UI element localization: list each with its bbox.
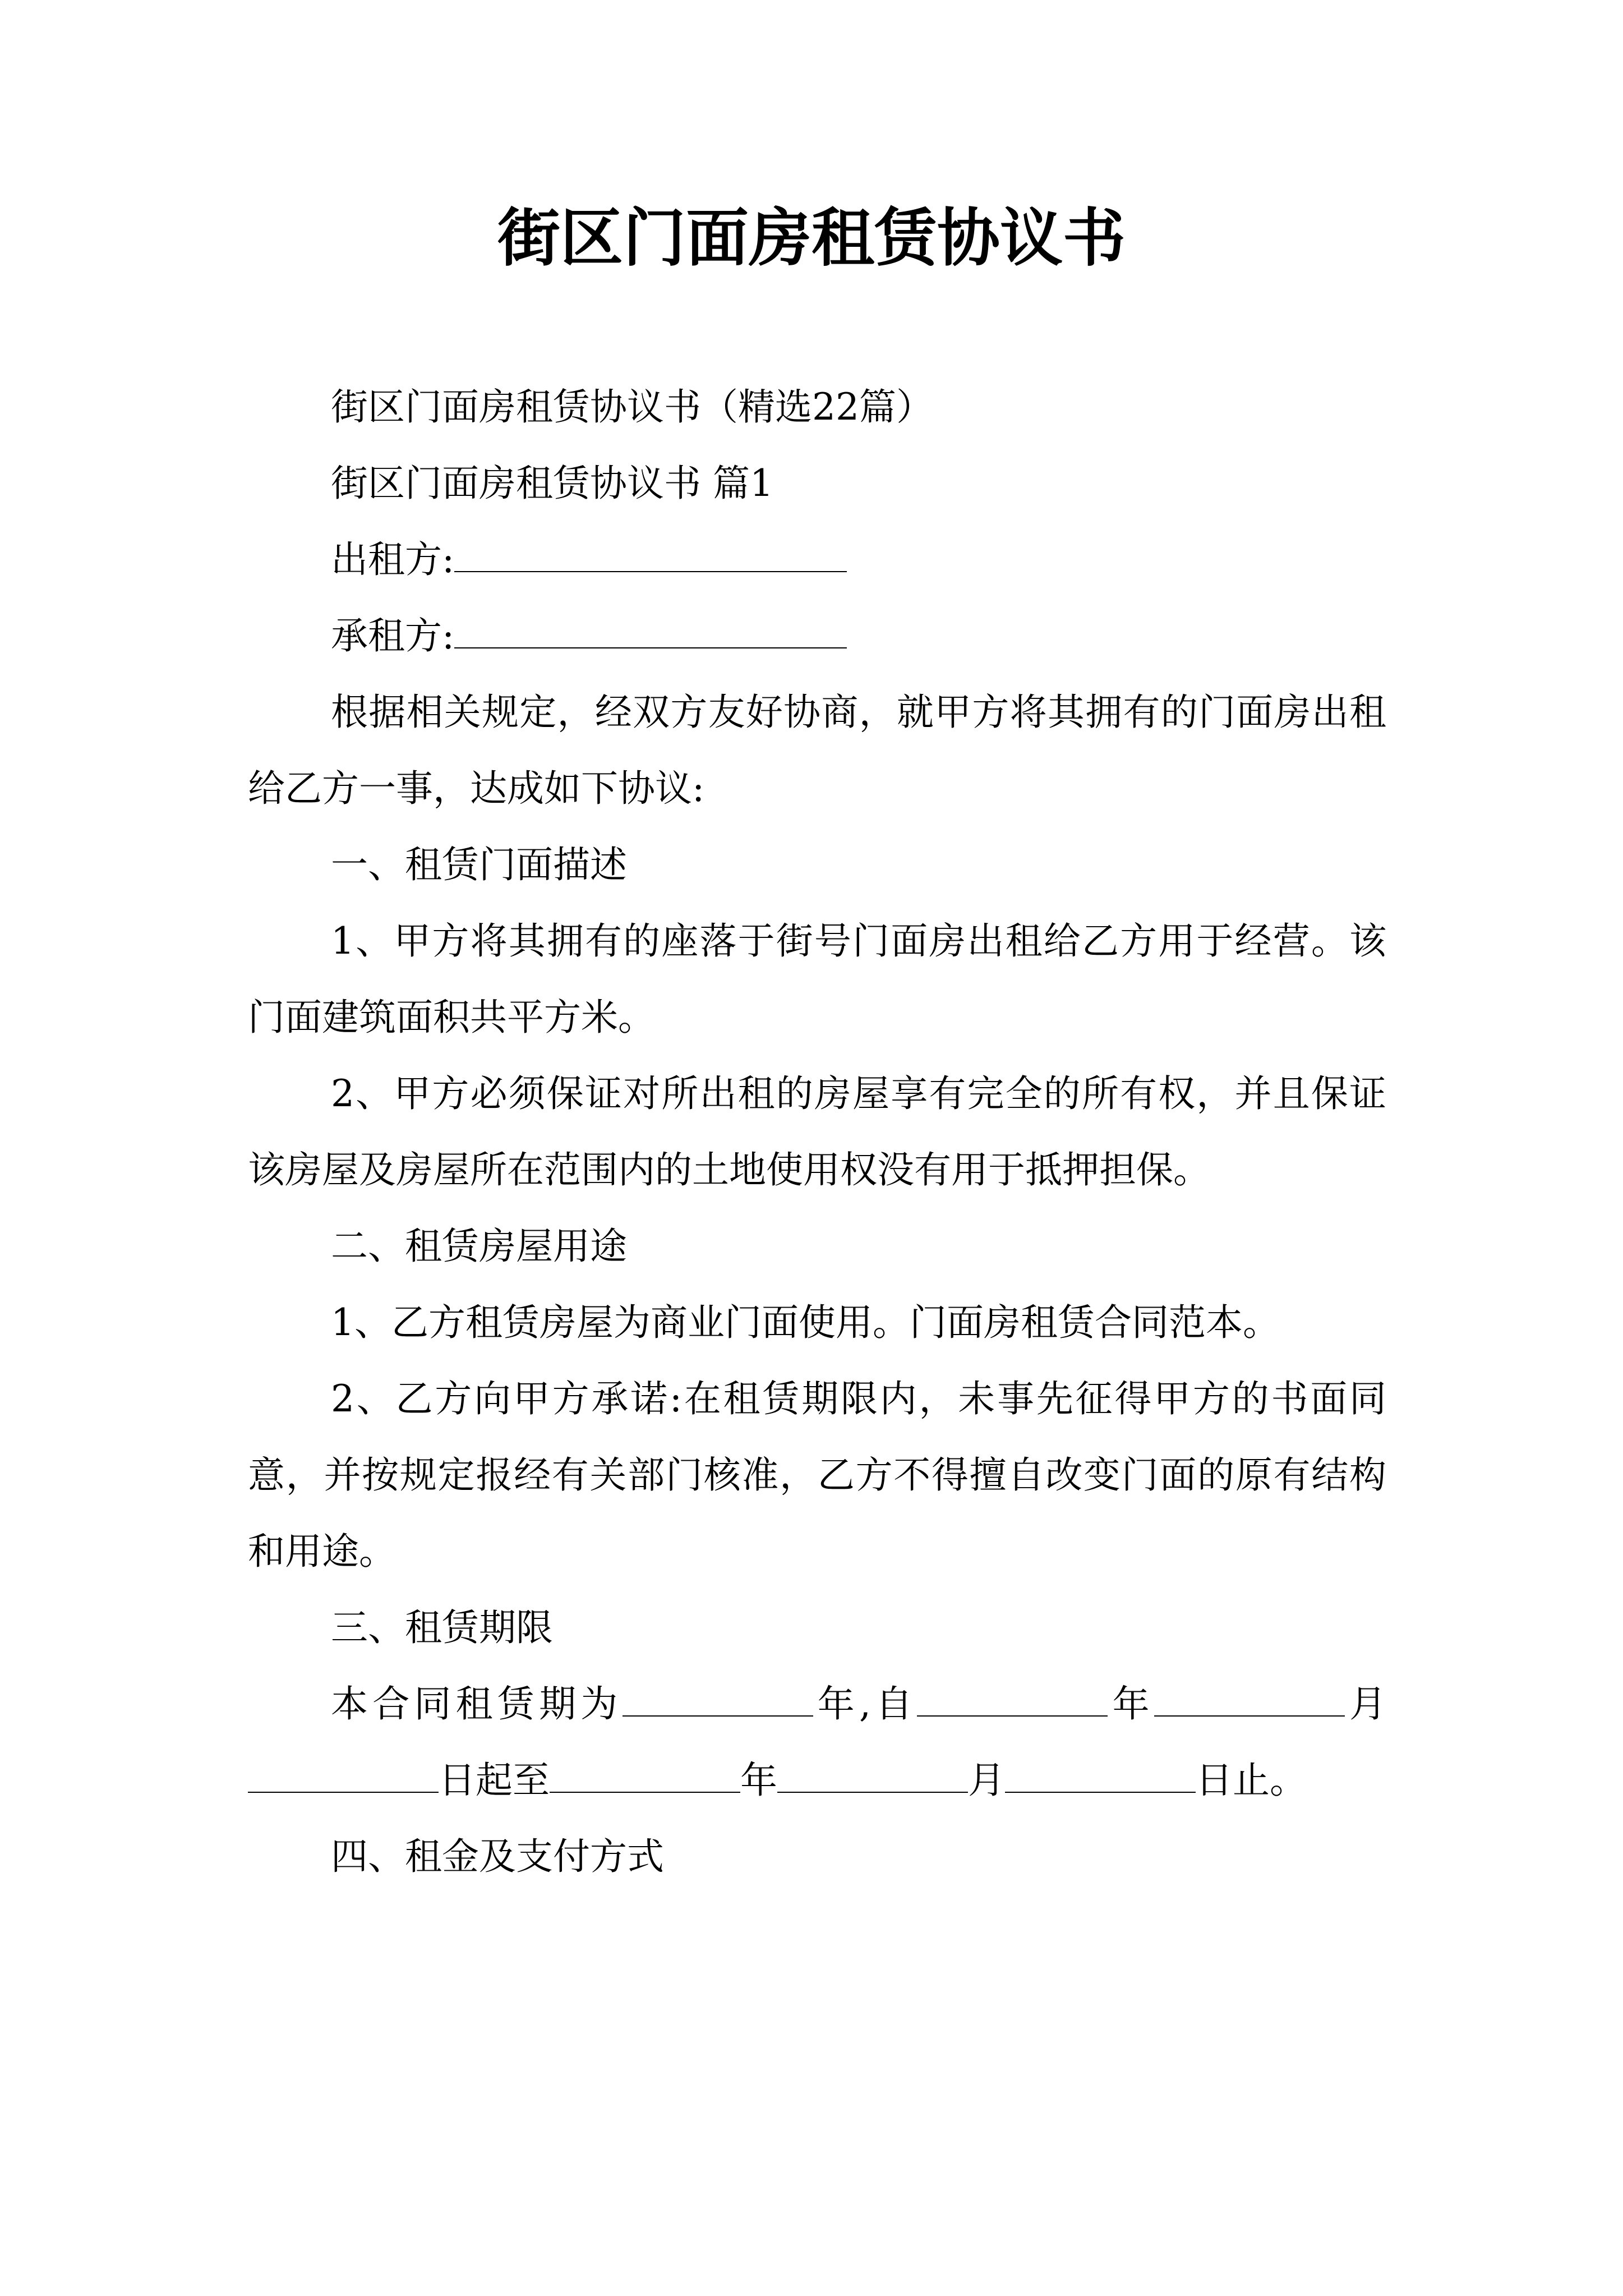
section3-heading: 三、租赁期限	[331, 1606, 553, 1649]
lessee-blank	[454, 610, 847, 648]
section2-item1: 1、乙方租赁房屋为商业门面使用。门面房租赁合同范本。	[331, 1301, 1280, 1344]
term-blank-start-month	[1154, 1678, 1345, 1717]
term-text-1: 本合同租赁期为	[331, 1682, 623, 1726]
term-blank-end-year	[550, 1755, 740, 1793]
section4-heading: 四、租金及支付方式	[331, 1835, 664, 1878]
term-blank-end-month	[777, 1755, 968, 1793]
term-paragraph	[248, 1666, 1386, 1819]
term-text-6: 年	[740, 1759, 777, 1802]
term-text-5: 日起至	[439, 1759, 550, 1802]
lessee-label: 承租方:	[331, 614, 455, 657]
section1-heading: 一、租赁门面描述	[331, 843, 627, 886]
chapter-line: 街区门面房租赁协议书 篇1	[331, 462, 773, 505]
section2-heading: 二、租赁房屋用途	[331, 1225, 627, 1268]
term-text-2: 年,自	[813, 1682, 917, 1726]
lessee-line	[248, 598, 1386, 674]
term-text-8: 日止。	[1196, 1759, 1307, 1802]
subtitle-line: 街区门面房租赁协议书（精选22篇）	[331, 385, 933, 429]
term-text-4: 月	[1344, 1682, 1387, 1726]
term-blank-start-year	[917, 1678, 1108, 1717]
document-title: 街区门面房租赁协议书	[497, 202, 1126, 275]
term-text-7: 月	[968, 1759, 1005, 1802]
term-blank-start-day	[248, 1755, 439, 1793]
lessor-blank	[454, 534, 847, 572]
term-text-3: 年	[1108, 1682, 1154, 1726]
section2-item2: 2、乙方向甲方承诺:在租赁期限内，未事先征得甲方的书面同意，并按规定报经有关部门核准，乙方不得擅自改变门面的原有结构和用途。	[248, 1377, 1386, 1573]
term-blank-years	[623, 1678, 813, 1717]
lessor-label: 出租方:	[331, 538, 455, 581]
intro-paragraph: 根据相关规定，经双方友好协商，就甲方将其拥有的门面房出租给乙方一事，达成如下协议:	[248, 691, 1386, 810]
document-body	[248, 369, 1386, 1895]
section1-item1: 1、甲方将其拥有的座落于街号门面房出租给乙方用于经营。该门面建筑面积共平方米。	[248, 919, 1386, 1039]
term-blank-end-day	[1005, 1755, 1196, 1793]
lessor-line	[248, 522, 1386, 598]
section1-item2: 2、甲方必须保证对所出租的房屋享有完全的所有权，并且保证该房屋及房屋所在范围内的土地使用权没有用于抵押担保。	[248, 1072, 1386, 1191]
